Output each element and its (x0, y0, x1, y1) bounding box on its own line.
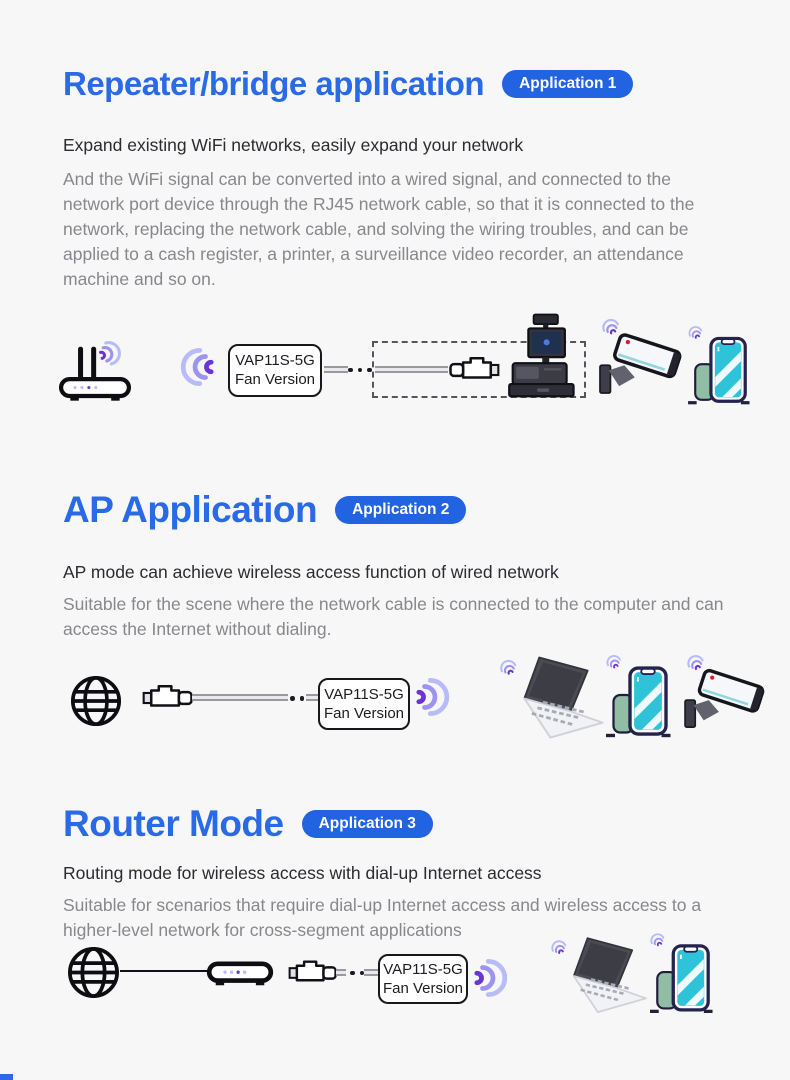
ap-description: Suitable for the scene where the network cable is connected to the computer and can access the Internet without dialing. (63, 594, 724, 640)
router-mode-subtitle: Routing mode for wireless access with dial-up Internet access (63, 862, 542, 883)
cable (324, 366, 348, 373)
cable (375, 366, 448, 373)
globe-icon (68, 673, 124, 729)
repeater-subtitle: Expand existing WiFi networks, easily expand your network (63, 134, 524, 155)
rj45-connector-icon (288, 958, 338, 988)
rj45-connector-icon (448, 355, 500, 385)
cctv-camera-icon (680, 656, 768, 734)
rj45-connector-icon (142, 683, 194, 713)
device-name: VAP11S-5G (324, 686, 404, 704)
wifi-signal-left-icon (184, 346, 218, 388)
wifi-signal-right-icon (412, 676, 446, 718)
cable-dots (350, 971, 364, 976)
section-repeater (63, 66, 730, 432)
application-3-badge: Application 3 (302, 810, 433, 838)
ap-diagram (0, 650, 790, 770)
device-version: Fan Version (382, 979, 464, 997)
cable (364, 969, 378, 976)
smartphone-icon (606, 656, 672, 740)
section-router-mode (63, 803, 730, 1075)
application-2-badge: Application 2 (335, 496, 466, 524)
page-title: Repeater/bridge application (63, 65, 485, 102)
smartphone-icon (688, 327, 751, 407)
cctv-camera-icon (594, 320, 686, 400)
router-mode-description: Suitable for scenarios that require dial-up Internet access and wireless access to a higher-level network for cross-segment applications (63, 894, 702, 940)
router-mode-title: Router Mode (63, 803, 284, 845)
globe-icon (65, 944, 122, 1001)
ap-title: AP Application (63, 488, 318, 530)
device-name: VAP11S-5G (383, 960, 463, 978)
application-1-badge: Application 1 (502, 70, 633, 98)
cable-dots (290, 696, 304, 701)
cable (192, 694, 288, 701)
smartphone-icon (650, 934, 714, 1016)
section-ap (63, 489, 730, 770)
cash-register-icon (504, 314, 584, 402)
repeater-description: And the WiFi signal can be converted into a wired signal, and connected to the network port device through the RJ45 network cable, so that it is connected to the network, replacing the network cable, and solving the wiring troubles, and can be applied to a cash register, a printer, a surveillance video recorder, an attendance machine and so on. (63, 168, 695, 289)
section-router-header (63, 803, 730, 844)
section-repeater-header (63, 66, 730, 103)
router-mode-diagram (0, 943, 790, 1076)
device-name: VAP11S-5G (235, 352, 315, 370)
section-ap-header (63, 489, 730, 530)
device-version: Fan Version (234, 371, 316, 389)
cable (306, 694, 318, 701)
ap-subtitle: AP mode can achieve wireless access function of wired network (63, 562, 559, 583)
wired-link-line (120, 970, 208, 973)
modem-icon (206, 961, 274, 989)
device-label-box (378, 954, 468, 1004)
device-label-box (318, 678, 410, 730)
device-version: Fan Version (323, 705, 405, 723)
bottom-accent-bar (0, 1074, 13, 1080)
router-wifi-signal-icon (96, 339, 122, 373)
wifi-signal-right-icon (470, 957, 504, 999)
cable-dots (348, 368, 372, 373)
laptop-icon (553, 933, 653, 1019)
repeater-diagram (0, 312, 790, 432)
cable (336, 969, 346, 976)
laptop-icon (502, 652, 610, 745)
device-label-box (228, 344, 322, 397)
